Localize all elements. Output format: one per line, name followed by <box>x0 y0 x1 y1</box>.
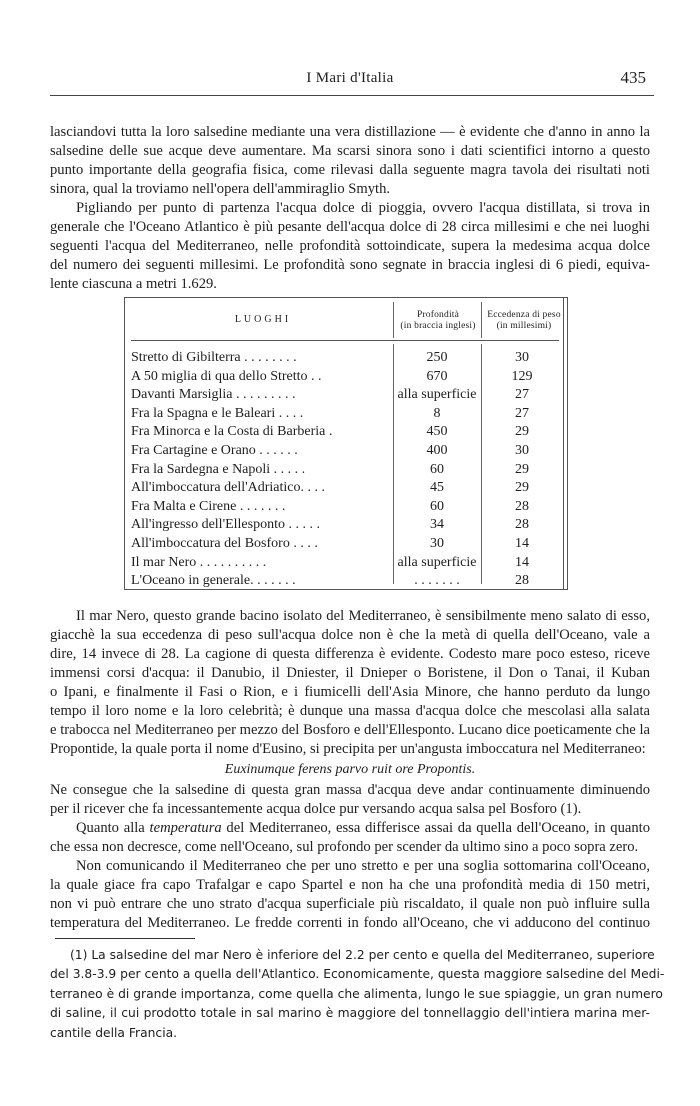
depth-cell: alla superficie <box>397 554 477 570</box>
paragraph-black-sea <box>50 607 650 759</box>
text-line: che essa non decresce, come nell'Oceano, sul profondo per scender da ultimo sino a poco sopra zero. <box>50 839 639 855</box>
text-line: sinora, qual la troviamo nell'opera dell'ammiraglio Smyth. <box>50 181 391 197</box>
depth-cell: 45 <box>430 480 444 496</box>
text-run: Quanto alla <box>76 820 150 836</box>
column-divider <box>393 302 394 338</box>
text-line: lente ciascuna a metri 1.629. <box>50 276 217 292</box>
text-line: temperatura del Mediterraneo. Le fredde correnti in fondo all'Oceano, che vi adducono del continuo <box>50 915 650 931</box>
paragraph-distillation <box>50 123 650 199</box>
place-cell: Fra Minorca e la Costa di Barberia . <box>131 424 333 440</box>
place-cell: Davanti Marsiglia . . . . . . . . . <box>131 387 296 403</box>
excess-cell: 28 <box>515 498 529 514</box>
text-line: del numero dei seguenti millesimi. Le profondità sono segnate in braccia inglesi di 6 piedi, equiva- <box>50 257 650 273</box>
column-header-places: LUOGHI <box>234 314 292 325</box>
excess-cell: 27 <box>515 387 529 403</box>
table-row <box>125 368 567 387</box>
depth-cell: 60 <box>430 461 444 477</box>
place-cell: All'imboccatura del Bosforo . . . . <box>131 535 318 551</box>
header-rule-table <box>131 340 559 341</box>
paragraph-salinity-reference <box>50 199 650 294</box>
table-row <box>125 535 567 554</box>
paragraph-temperature <box>50 819 650 857</box>
text-line: Non comunicando il Mediterraneo che per uno stretto e per una soglia sottomarina coll'Oceano, <box>76 858 650 874</box>
column-header-depth-line1: Profondità <box>416 310 460 320</box>
place-cell: All'imboccatura dell'Adriatico. . . . <box>131 480 325 496</box>
excess-cell: 14 <box>515 535 529 551</box>
text-line: non vi può entrare che uno strato d'acqua superficiale più riscaldato, il quale non può influire sulla <box>50 896 650 912</box>
depth-cell: 670 <box>426 368 448 384</box>
table-row <box>125 479 567 498</box>
place-cell: Fra la Spagna e le Baleari . . . . <box>131 405 304 421</box>
footnote-line: di saline, il cui prodotto totale in sal marino è maggiore del tonnellaggio dell'intiera marina mer- <box>50 1006 650 1021</box>
depth-cell: 8 <box>433 405 441 421</box>
table-row <box>125 386 567 405</box>
excess-cell: 29 <box>515 424 529 440</box>
text-line: lasciandovi tutta la loro salsedine mediante una vera distillazione — è evidente che d'anno in anno la <box>50 124 650 140</box>
text-line: Ne consegue che la salsedine di questa gran massa d'acqua deve andar continuamente diminuendo <box>50 782 650 798</box>
table-row <box>125 572 567 591</box>
footnote-line: del 3.8-3.9 per cento a quella dell'Atlantico. Economicamente, questa maggiore salsedine del Medi- <box>50 967 665 982</box>
excess-cell: 30 <box>515 442 529 458</box>
text-line: immensi corsi d'acqua: il Danubio, il Dniester, il Dnieper o Boristene, il Don o Tanai, il Kuban <box>50 665 650 681</box>
text-line: per il ricever che fa incessantemente acqua dolce pur versando acqua salsa pel Bosforo (1). <box>50 801 582 817</box>
place-cell: Stretto di Gibilterra . . . . . . . . <box>131 350 297 365</box>
excess-cell: 29 <box>515 461 529 477</box>
excess-cell: 129 <box>511 368 533 384</box>
text-line: Pigliando per punto di partenza l'acqua dolce di pioggia, ovvero l'acqua distillata, si trova in <box>76 200 650 216</box>
italic-term: temperatura <box>149 820 222 836</box>
depth-cell: . . . . . . . <box>414 573 460 589</box>
footnote-line: terraneo è di grande importanza, come quella che alimenta, lungo le sue spiaggie, un gran numero <box>50 986 663 1001</box>
depth-cell: 34 <box>430 517 444 533</box>
footnote-rule <box>55 938 195 939</box>
text-line: e trabocca nel Mediterraneo per mezzo del Bosforo e dell'Ellesponto. Lucano dice poeticamente che la <box>50 722 650 738</box>
depth-cell: 60 <box>430 498 444 514</box>
text-line: seguenti l'acqua del Mediterraneo, nelle profondità sottoindicate, supera la medesima acqua dolce <box>50 238 650 254</box>
text-line: giacchè la sua eccedenza di peso sull'acqua dolce non è che la metà di quella dell'Oceano, vale a <box>50 627 650 643</box>
column-header-depth <box>393 310 483 332</box>
paragraph-strait <box>50 857 650 933</box>
running-header <box>50 70 650 88</box>
place-cell: L'Oceano in generale. . . . . . . <box>131 573 296 589</box>
footnote-line: (1) La salsedine del mar Nero è inferiore del 2.2 per cento e quella del Mediterraneo, superiore <box>70 948 655 962</box>
page-number: 435 <box>620 68 646 87</box>
paragraph-consequence <box>50 781 650 819</box>
depth-cell: 400 <box>426 442 448 458</box>
text-line: Il mar Nero, questo grande bacino isolato del Mediterraneo, è sensibilmente meno salato di esso, <box>76 608 650 624</box>
depth-cell: alla superficie <box>397 387 477 403</box>
column-header-excess-line2: (in millesimi) <box>496 321 552 331</box>
column-header-depth-line2: (in braccia inglesi) <box>400 321 476 331</box>
text-line: o Ipani, e finalmente il Fasi o Rion, e i fiumicelli dell'Asia Minore, che hanno perduto da lungo <box>50 684 650 700</box>
latin-quote: Euxinumque ferens parvo ruit ore Propontis. <box>224 762 476 777</box>
text-line: salsedine delle sue acque deve aumentare. Ma scarsi sinora sono i dati scientifici intorno a questo <box>50 143 650 159</box>
place-cell: Il mar Nero . . . . . . . . . . <box>131 554 267 570</box>
table-row <box>125 405 567 424</box>
depth-cell: 250 <box>426 350 448 365</box>
salinity-table <box>124 297 568 590</box>
table-row <box>125 461 567 480</box>
text-line: punto importante della geografia fisica, come rilevasi dalla seguente magra tavola dei risultati noti <box>50 162 650 178</box>
text-line: generale che l'Oceano Atlantico è più pesante dell'acqua dolce di 28 circa millesimi e che nei luoghi <box>50 219 650 235</box>
text-line: la quale giace fra capo Trafalgar e capo Spartel e non ha che una profondità media di 150 metri, <box>50 877 650 893</box>
column-divider <box>481 302 482 338</box>
text-line <box>50 819 650 838</box>
place-cell: Fra Cartagine e Orano . . . . . . <box>131 442 298 458</box>
depth-cell: 450 <box>426 424 448 440</box>
excess-cell: 28 <box>515 517 529 533</box>
footnote <box>50 946 665 1043</box>
place-cell: All'ingresso dell'Ellesponto . . . . . <box>131 517 320 533</box>
excess-cell: 29 <box>515 480 529 496</box>
excess-cell: 30 <box>515 350 529 365</box>
excess-cell: 27 <box>515 405 529 421</box>
text-run: del Mediterraneo, essa differisce assai da quella dell'Oceano, in quanto <box>221 820 651 836</box>
column-header-excess-line1: Eccedenza di peso <box>487 310 561 320</box>
table-row <box>125 498 567 517</box>
place-cell: Fra Malta e Cirene . . . . . . . <box>131 498 286 514</box>
text-line: Propontide, la quale porta il nome d'Eusino, si precipita per un'angusta imboccatura nel Mediterraneo: <box>50 741 646 757</box>
text-line: tempo il loro nome e la loro celebrità; è dunque una massa d'acqua dolce che mescolasi alla salata <box>50 703 650 719</box>
table-row <box>125 349 567 368</box>
text-line: dire, 14 invece di 28. La cagione di questa differenza è evidente. Codesto mare poco esteso, riceve <box>50 646 650 662</box>
header-rule <box>50 95 654 96</box>
table-row <box>125 442 567 461</box>
depth-cell: 30 <box>430 535 444 551</box>
running-title: I Mari d'Italia <box>306 70 394 86</box>
excess-cell: 28 <box>515 573 529 589</box>
table-row <box>125 423 567 442</box>
column-header-excess <box>483 310 565 332</box>
place-cell: A 50 miglia di qua dello Stretto . . <box>131 368 322 384</box>
place-cell: Fra la Sardegna e Napoli . . . . . <box>131 461 306 477</box>
table-row <box>125 516 567 535</box>
footnote-line: cantile della Francia. <box>50 1025 178 1040</box>
table-row <box>125 554 567 573</box>
excess-cell: 14 <box>515 554 529 570</box>
table-body <box>125 349 567 591</box>
